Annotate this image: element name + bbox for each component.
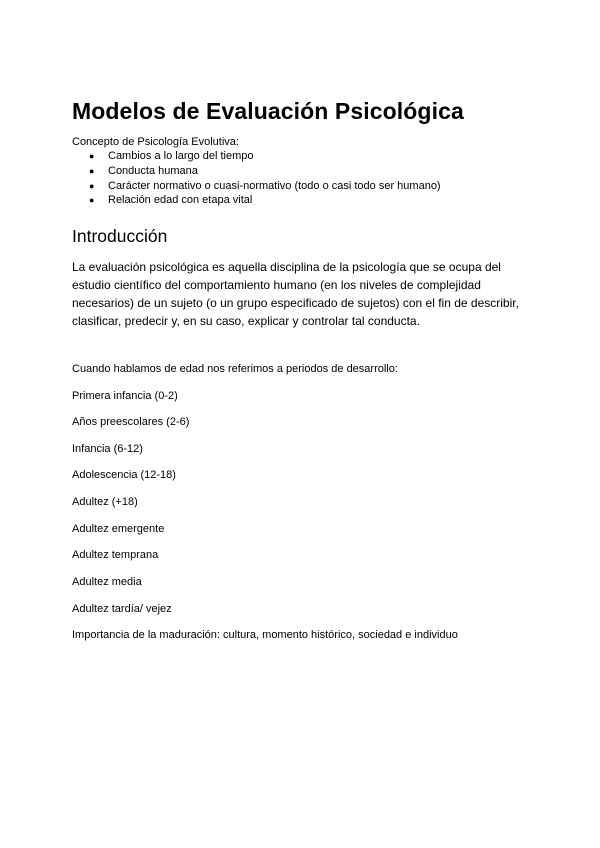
list-item: [72, 179, 441, 194]
list-item: [72, 149, 441, 164]
period-item: Años preescolares (2-6): [72, 416, 190, 428]
period-item: Adolescencia (12-18): [72, 469, 176, 481]
concept-line: Concepto de Psicología Evolutiva:: [72, 136, 239, 148]
period-item: Adultez temprana: [72, 549, 159, 561]
section-heading: Introducción: [72, 226, 168, 246]
list-item-text: Conducta humana: [108, 164, 198, 177]
list-item-text: Carácter normativo o cuasi-normativo (todo o casi todo ser humano): [108, 179, 441, 192]
period-item: Primera infancia (0-2): [72, 390, 178, 402]
page-title: Modelos de Evaluación Psicológica: [72, 98, 464, 124]
period-item: Adultez tardía/ vejez: [72, 603, 172, 615]
periods-intro: Cuando hablamos de edad nos referimos a periodos de desarrollo:: [72, 363, 398, 375]
intro-paragraph: La evaluación psicológica es aquella disciplina de la psicología que se ocupa del estudio científico del comportamiento humano (en los niveles de complejidad necesarios) de un sujeto (o un grupo especificado de sujetos) con el fin de describir, clasificar, predecir y, en su caso, explicar y controlar tal conducta.: [72, 260, 519, 328]
bullet-icon: ●: [89, 165, 95, 176]
maturation-note: Importancia de la maduración: cultura, momento histórico, sociedad e individuo: [72, 629, 458, 641]
period-item: Adultez emergente: [72, 523, 165, 535]
bullet-icon: ●: [89, 195, 95, 206]
period-item: Adultez media: [72, 576, 142, 588]
list-item: [72, 193, 441, 208]
concept-bullet-list: [72, 149, 441, 208]
bullet-icon: ●: [89, 151, 95, 161]
bullet-icon: ●: [89, 180, 95, 191]
list-item-text: Cambios a lo largo del tiempo: [108, 150, 254, 162]
list-item-text: Relación edad con etapa vital: [108, 194, 253, 207]
period-item: Infancia (6-12): [72, 443, 143, 455]
list-item: [72, 164, 441, 179]
period-item: Adultez (+18): [72, 496, 138, 508]
